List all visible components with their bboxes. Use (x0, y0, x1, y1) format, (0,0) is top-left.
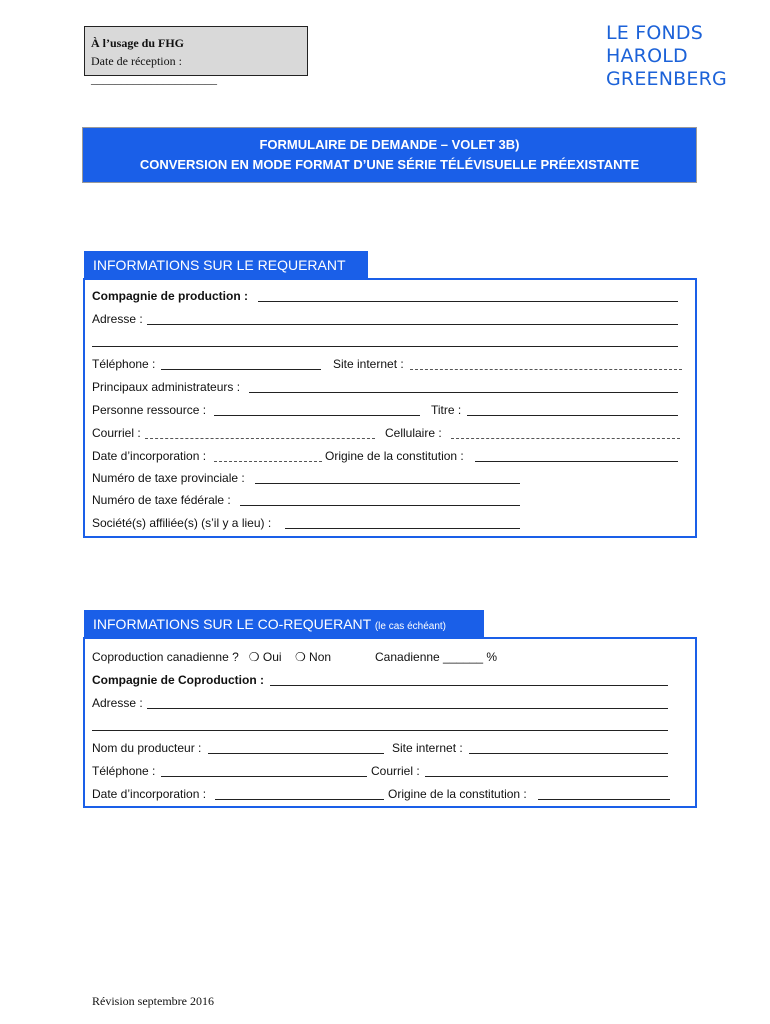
copro-compagnie-label: Compagnie de Coproduction : (92, 673, 264, 687)
copro-adresse-field-2[interactable] (92, 730, 668, 731)
usage-title: À l’usage du FHG (91, 36, 185, 50)
producteur-label: Nom du producteur : (92, 741, 202, 755)
copro-origine-label: Origine de la constitution : (388, 787, 527, 801)
admins-label: Principaux administrateurs : (92, 380, 241, 394)
copro-telephone-label: Téléphone : (92, 764, 156, 778)
corequerant-heading-tab (84, 610, 484, 638)
site-field[interactable] (410, 369, 682, 370)
logo-line-2: HAROLD (606, 45, 688, 67)
copro-adresse-field[interactable] (147, 708, 668, 709)
copro-compagnie-field[interactable] (270, 685, 668, 686)
copro-origine-field[interactable] (538, 799, 670, 800)
taxe-prov-field[interactable] (255, 483, 520, 484)
requerant-heading-tab (84, 251, 368, 279)
taxe-fed-field[interactable] (240, 505, 520, 506)
taxe-prov-label: Numéro de taxe provinciale : (92, 471, 245, 485)
coproduction-label: Coproduction canadienne ? (92, 650, 239, 664)
fhg-logo (606, 22, 727, 91)
date-inc-label: Date d’incorporation : (92, 449, 207, 463)
corequerant-heading: INFORMATIONS SUR LE CO-REQUERANT (93, 616, 371, 632)
form-title-line-1: FORMULAIRE DE DEMANDE – VOLET 3B) (259, 137, 520, 152)
copro-date-inc-label: Date d’incorporation : (92, 787, 207, 801)
societes-field[interactable] (285, 528, 520, 529)
courriel-label: Courriel : (92, 426, 141, 440)
origine-field[interactable] (475, 461, 678, 462)
producteur-field[interactable] (208, 753, 384, 754)
cellulaire-label: Cellulaire : (385, 426, 442, 440)
date-inc-field[interactable] (214, 461, 322, 462)
corequerant-heading-note: (le cas échéant) (374, 621, 446, 632)
coproduction-row (92, 650, 331, 664)
adresse-field-2[interactable] (92, 346, 678, 347)
admins-field[interactable] (249, 392, 678, 393)
non-label[interactable]: Non (309, 650, 332, 664)
adresse-field[interactable] (147, 324, 678, 325)
site-label: Site internet : (333, 357, 404, 371)
copro-site-field[interactable] (469, 753, 668, 754)
compagnie-field[interactable] (258, 301, 678, 302)
telephone-label: Téléphone : (92, 357, 156, 371)
societes-label: Société(s) affiliée(s) (s’il y a lieu) : (92, 516, 272, 530)
usage-box (84, 26, 308, 86)
revision-footer: Révision septembre 2016 (92, 994, 214, 1008)
logo-line-1: LE FONDS (606, 22, 704, 44)
oui-label[interactable]: Oui (262, 650, 282, 664)
oui-radio-icon[interactable]: ❍ (248, 650, 260, 664)
titre-field[interactable] (467, 415, 678, 416)
taxe-fed-label: Numéro de taxe fédérale : (92, 493, 231, 507)
form-title-box (82, 127, 697, 183)
origine-label: Origine de la constitution : (325, 449, 464, 463)
requerant-heading: INFORMATIONS SUR LE REQUERANT (93, 257, 346, 273)
copro-date-inc-field[interactable] (215, 799, 384, 800)
form-title-line-2: CONVERSION EN MODE FORMAT D’UNE SÉRIE TÉLÉVISUELLE PRÉEXISTANTE (139, 157, 640, 172)
personne-field[interactable] (214, 415, 420, 416)
titre-label: Titre : (431, 403, 462, 417)
telephone-field[interactable] (161, 369, 321, 370)
canadienne-field[interactable]: Canadienne ______ % (375, 650, 498, 664)
copro-adresse-label: Adresse : (92, 696, 143, 710)
copro-site-label: Site internet : (392, 741, 463, 755)
compagnie-label: Compagnie de production : (92, 289, 248, 303)
courriel-field[interactable] (145, 438, 375, 439)
adresse-label: Adresse : (92, 312, 143, 326)
copro-telephone-field[interactable] (161, 776, 367, 777)
copro-courriel-label: Courriel : (371, 764, 420, 778)
copro-courriel-field[interactable] (425, 776, 668, 777)
logo-line-3: GREENBERG (606, 68, 727, 90)
cellulaire-field[interactable] (451, 438, 680, 439)
personne-label: Personne ressource : (92, 403, 207, 417)
non-radio-icon[interactable]: ❍ (294, 650, 306, 664)
reception-date: Date de réception : _____________________ (91, 54, 217, 86)
